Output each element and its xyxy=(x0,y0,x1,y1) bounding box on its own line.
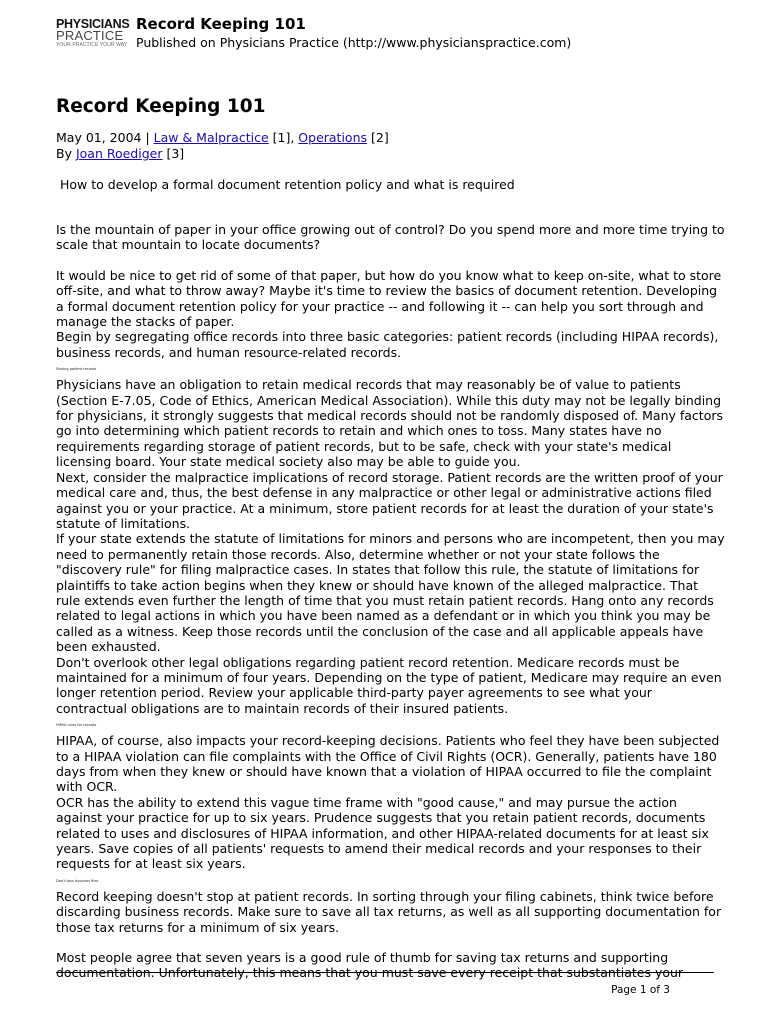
article-meta xyxy=(56,130,389,162)
ref-1: [1], xyxy=(268,130,299,145)
author-link[interactable]: Joan Roediger xyxy=(75,146,163,161)
paragraph: Is the mountain of paper in your office growing out of control? Do you spend more and more time trying to scale that mountain to locate documents? xyxy=(56,222,725,253)
paragraph: Begin by segregating office records into three basic categories: patient records (including HIPAA records), business records, and human resource-related records. xyxy=(56,329,719,360)
logo-tagline: YOUR PRACTICE YOUR WAY xyxy=(56,42,128,48)
article-body xyxy=(56,222,726,981)
spacer xyxy=(56,935,726,950)
header-title: Record Keeping 101 xyxy=(136,15,306,33)
paragraph: Most people agree that seven years is a good rule of thumb for saving tax returns and supporting documentation. Unfortunately, this means that you must save every receipt that substantiates your xyxy=(56,950,684,981)
paragraph: Don't overlook other legal obligations regarding patient record retention. Medicare records must be maintained for a minimum of four years. Depending on the type of patient, Medicare may require an even longer retention period. Review your applicable third-party payer agreements to see what your contractual obligations are to maintain records of their insured patients. xyxy=(56,654,722,716)
category-link-law-malpractice[interactable]: Law & Malpractice xyxy=(153,130,269,145)
section-heading-storing: Storing patient records xyxy=(56,367,97,372)
section-heading-hipaa: HIPAA rules for records xyxy=(56,723,97,728)
physicians-practice-logo xyxy=(56,18,134,58)
header-published: Published on Physicians Practice (http://www.physicianspractice.com) xyxy=(136,35,572,50)
byline-prefix: By xyxy=(56,146,76,161)
paragraph: Physicians have an obligation to retain medical records that may reasonably be of value to patients (Section E-7.05, Code of Ethics, American Medical Association). While this duty may not be legally binding for physicians, it strongly suggests that medical records should not be randomly disposed of. Many factors go into determining which patient records to retain and which ones to toss. Many states have no requirements regarding storage of patient records, but to be safe, check with your state's medical licensing board. Your state medical society also may be able to guide you. xyxy=(56,377,724,470)
footer-divider xyxy=(56,972,714,973)
logo-line-1: PHYSICIANS xyxy=(56,17,130,31)
section-heading-business: Don't toss business files xyxy=(56,878,99,883)
ref-2: [2] xyxy=(367,130,389,145)
spacer xyxy=(56,253,726,268)
paragraph: Record keeping doesn't stop at patient records. In sorting through your filing cabinets, think twice before discarding business records. Make sure to save all tax returns, as well as all supporting documentation for those tax returns for a minimum of six years. xyxy=(56,888,722,935)
paragraph: OCR has the ability to extend this vague time frame with "good cause," and may pursue the action against your practice for up to six years. Prudence suggests that you retain patient records, documents related to uses and disclosures of HIPAA information, and other HIPAA-related documents for at least six years. Save copies of all patients' requests to amend their medical records and your responses to their requests for at least six years. xyxy=(56,794,709,872)
page-number: Page 1 of 3 xyxy=(611,984,670,996)
paragraph: If your state extends the statute of limitations for minors and persons who are incompetent, then you may need to permanently retain those records. Also, determine whether or not your state follows the "discovery rule" for filing malpractice cases. In states that follow this rule, the statute of limitations for plaintiffs to take action begins when they knew or should have known of the alleged malpractice. That rule extends even further the length of time that you must retain patient records. Hang onto any records related to legal actions in which you have been named as a defendant or in which you think you may be called as a witness. Keep those records until the conclusion of the case and all applicable appeals have been exhausted. xyxy=(56,531,725,655)
logo-line-2: PRACTICE xyxy=(56,28,124,43)
paragraph: Next, consider the malpractice implications of record storage. Patient records are the written proof of your medical care and, thus, the best defense in any malpractice or other legal or administrative actions filed against you or your practice. At a minimum, store patient records for at least the duration of your state's statute of limitations. xyxy=(56,469,723,531)
article-subtitle: How to develop a formal document retention policy and what is required xyxy=(60,177,515,192)
ref-3: [3] xyxy=(162,146,185,161)
article-title: Record Keeping 101 xyxy=(56,96,266,117)
document-header xyxy=(56,14,736,54)
paragraph: HIPAA, of course, also impacts your record-keeping decisions. Patients who feel they have been subjected to a HIPAA violation can file complaints with the Office of Civil Rights (OCR). Generally, patients have 180 days from when they knew or should have known that a violation of HIPAA occurred to file the complaint with OCR. xyxy=(56,733,720,795)
article-date-line xyxy=(56,130,389,146)
category-link-operations[interactable]: Operations xyxy=(298,130,368,145)
article-date: May 01, 2004 | xyxy=(56,130,154,145)
article-byline xyxy=(56,146,389,162)
paragraph: It would be nice to get rid of some of that paper, but how do you know what to keep on-site, what to store off-site, and what to throw away? Maybe it's time to review the basics of document retention. Developing a formal document retention policy for your practice -- and following it -- can help you sort through and manage the stacks of paper. xyxy=(56,267,722,330)
